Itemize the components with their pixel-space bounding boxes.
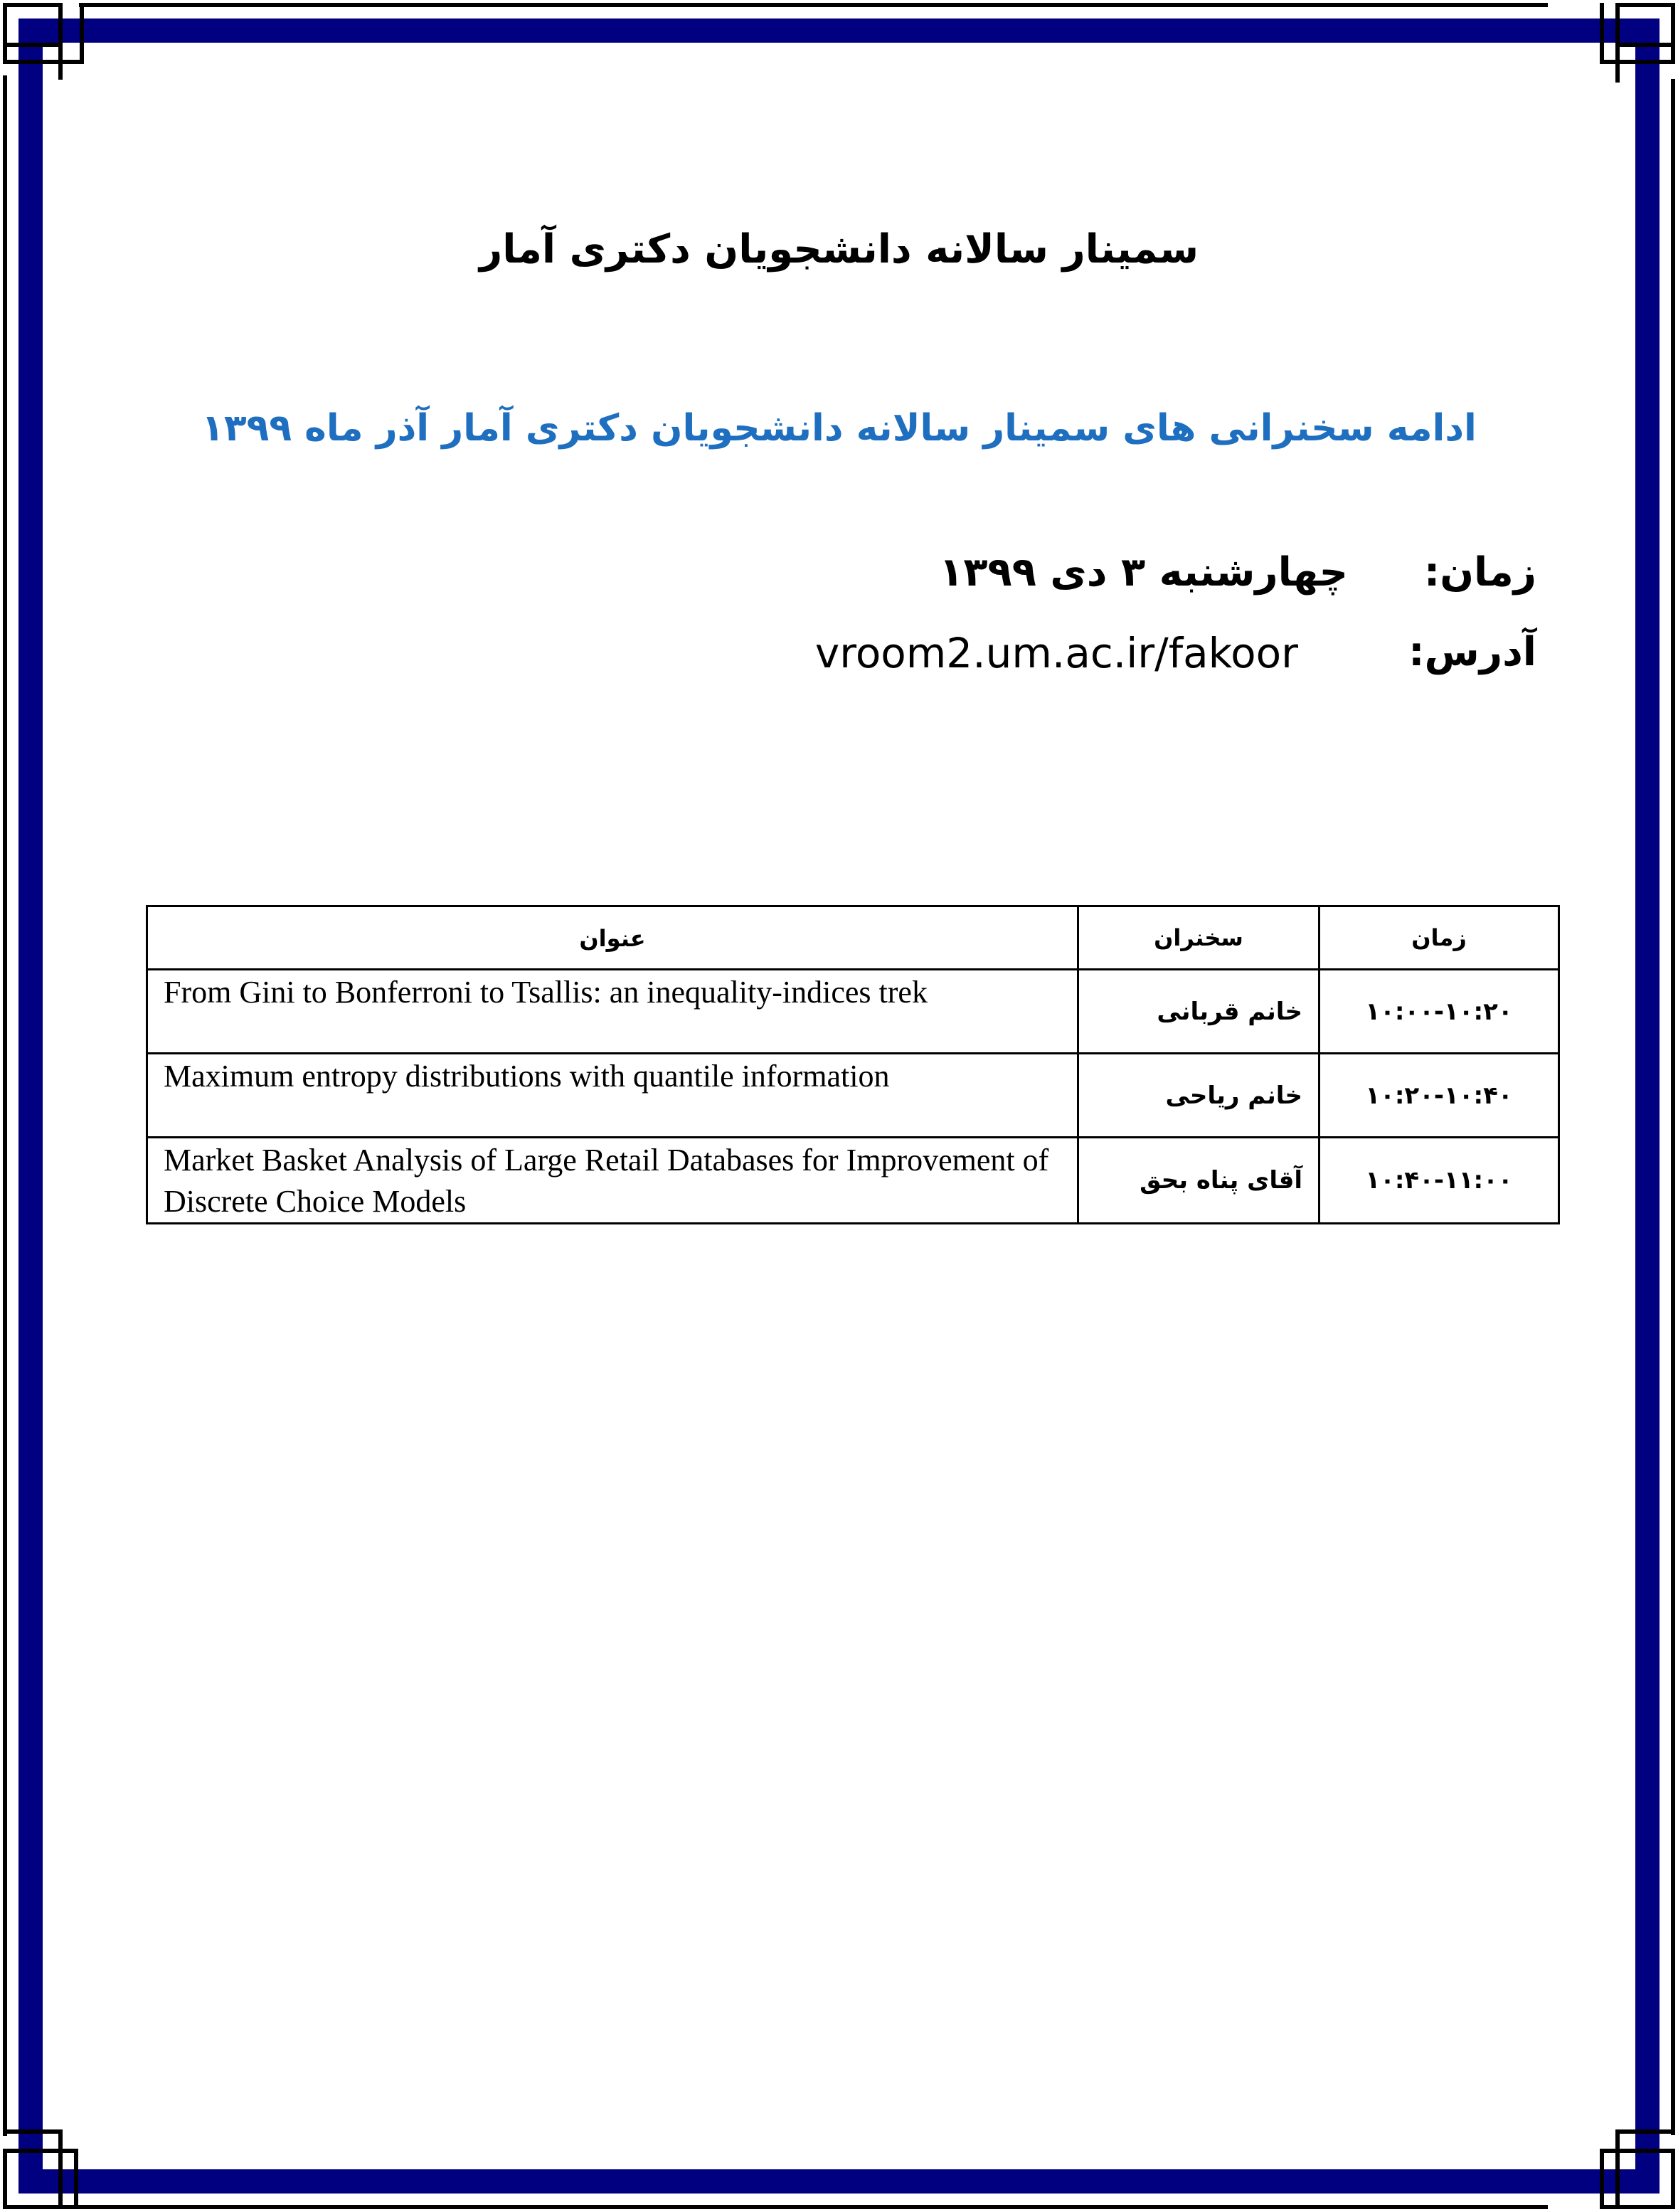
table-row xyxy=(147,1054,1559,1138)
header-speaker: سخنران xyxy=(1078,906,1319,970)
row-time: ۱۰:۲۰-۱۰:۴۰ xyxy=(1319,1054,1559,1138)
page-title: سمینار سالانه دانشجویان دکتری آمار xyxy=(479,226,1199,272)
row-speaker: خانم قربانی xyxy=(1078,970,1319,1054)
frame-band-right xyxy=(1635,18,1660,2194)
event-time-row xyxy=(925,549,1536,606)
event-time-value: چهارشنبه ۳ دی ۱۳۹۹ xyxy=(939,549,1348,596)
row-title: Market Basket Analysis of Large Retail Databases for Improvement of Discrete Choice Models xyxy=(147,1138,1078,1224)
header-time: زمان xyxy=(1319,906,1559,970)
frame-line-left xyxy=(3,75,7,2136)
page-subtitle: ادامه سخنرانی های سمینار سالانه دانشجویان دکتری آمار آذر ماه ۱۳۹۹ xyxy=(201,407,1477,450)
frame-band-left xyxy=(18,18,43,2194)
frame-band-top xyxy=(18,18,1659,43)
corner-ornament-top-left-lower xyxy=(3,43,63,80)
row-time: ۱۰:۴۰-۱۱:۰۰ xyxy=(1319,1138,1559,1224)
corner-ornament-bottom-right-upper xyxy=(1615,2129,1675,2209)
frame-line-bottom xyxy=(75,2205,1548,2209)
frame-line-right xyxy=(1671,79,1675,2135)
schedule-table xyxy=(146,905,1560,1224)
row-title: Maximum entropy distributions with quantile information xyxy=(147,1054,1078,1138)
row-speaker: آقای پناه بحق xyxy=(1078,1138,1319,1224)
row-title: From Gini to Bonferroni to Tsallis: an inequality-indices trek xyxy=(147,970,1078,1054)
frame-band-bottom xyxy=(18,2169,1659,2194)
table-row xyxy=(147,970,1559,1054)
event-address-label: آدرس: xyxy=(1408,629,1536,675)
corner-ornament-top-right-lower xyxy=(1615,43,1675,83)
table-row xyxy=(147,1138,1559,1224)
row-time: ۱۰:۰۰-۱۰:۲۰ xyxy=(1319,970,1559,1054)
corner-ornament-bottom-left-upper xyxy=(3,2129,63,2209)
event-address-row xyxy=(814,629,1536,693)
row-speaker: خانم ریاحی xyxy=(1078,1054,1319,1138)
event-time-label: زمان: xyxy=(1423,549,1536,596)
header-title: عنوان xyxy=(147,906,1078,970)
event-address-link[interactable]: vroom2.um.ac.ir/fakoor xyxy=(814,629,1298,677)
frame-line-top xyxy=(79,3,1548,7)
table-header-row xyxy=(147,906,1559,970)
